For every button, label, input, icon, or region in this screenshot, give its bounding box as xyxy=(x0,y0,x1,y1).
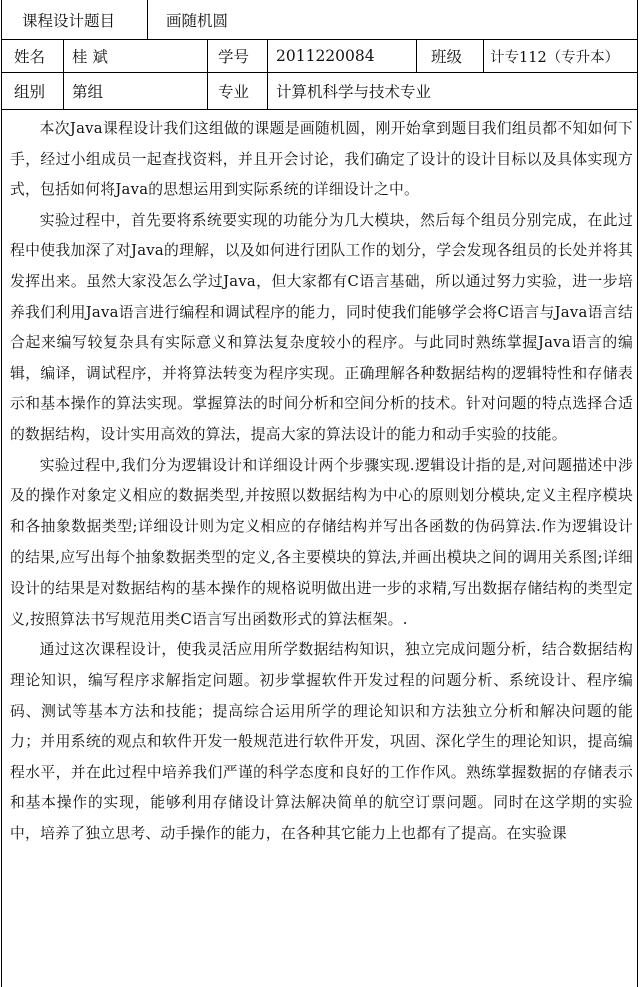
paragraph-2: 实验过程中，首先要将系统要实现的功能分为几大模块，然后每个组员分别完成，在此过程中使我加深了对Java的理解，以及如何进行团队工作的划分，学会发现各组员的长处并将其发挥出来。虽然大家没怎么学过Java，但大家都有C语言基础，所以通过努力实验，进一步培养我们利用Java语言进行编程和调试程序的能力，同时使我们能够学会将C语言与Java语言结合起来编写较复杂具有实际意义和算法复杂度较小的程序。与此同时熟练掌握Java语言的编辑，编译，调试程序，并将算法转变为程序实现。正确理解各种数据结构的逻辑特性和存储表示和基本操作的算法实现。掌握算法的时间分析和空间分析的技术。针对问题的特点选择合适的数据结构，设计实用高效的算法，提高大家的算法设计的能力和动手实验的技能。 xyxy=(10,211,633,443)
major-value-cell xyxy=(267,73,638,110)
summary-content xyxy=(1,110,638,987)
class-value: 计专112（专升本） xyxy=(490,49,620,66)
paragraph-4: 通过这次课程设计，使我灵活应用所学数据结构知识，独立完成问题分析，结合数据结构理论知识，编写程序求解指定问题。初步掌握软件开发过程的问题分析、系统设计、程序编码、测试等基本方法和技能；提高综合运用所学的理论知识和方法独立分析和解决问题的能力；并用系统的观点和软件开发一般规范进行软件开发，巩固、深化学生的理论知识，提高编程水平，并在此过程中培养我们严谨的科学态度和良好的工作作风。熟练掌握数据的存储表示和基本操作的实现，能够利用存储设计算法解决简单的航空订票问题。同时在这学期的实验中，培养了独立思考、动手操作的能力，在各种其它能力上也都有了提高。在实验课 xyxy=(10,641,633,842)
class-label: 班级 xyxy=(431,48,463,66)
paragraph-1: 本次Java课程设计我们这组做的课题是画随机圆，刚开始拿到题目我们组员都不知如何下手，经过小组成员一起查找资料，并且开会讨论，我们确定了设计的设计目标以及具体实现方式，包括如何将Java的思想运用到实际系统的详细设计之中。 xyxy=(10,120,633,199)
topic-value-cell xyxy=(147,0,638,40)
group-value-cell xyxy=(63,73,207,110)
id-value-cell xyxy=(267,40,416,73)
group-label-cell xyxy=(1,73,63,110)
group-value: 第组 xyxy=(72,83,104,101)
major-label-cell xyxy=(207,73,267,110)
course-design-report-page xyxy=(1,0,638,987)
id-label-cell xyxy=(207,40,267,73)
major-value: 计算机科学与技术专业 xyxy=(276,83,432,101)
name-label: 姓名 xyxy=(14,48,46,66)
major-label: 专业 xyxy=(218,83,250,101)
name-value-cell xyxy=(63,40,207,73)
id-label: 学号 xyxy=(218,48,250,66)
class-value-cell xyxy=(483,40,638,73)
id-value: 2011220084 xyxy=(276,47,375,65)
topic-label-cell xyxy=(1,0,147,40)
topic-label: 课程设计题目 xyxy=(22,11,116,30)
class-label-cell xyxy=(416,40,483,73)
name-label-cell xyxy=(1,40,63,73)
paragraph-3: 实验过程中,我们分为逻辑设计和详细设计两个步骤实现.逻辑设计指的是,对问题描述中涉及的操作对象定义相应的数据类型,并按照以数据结构为中心的原则划分模块,定义主程序模块和各抽象数据类型;详细设计则为定义相应的存储结构并写出各函数的伪码算法.作为逻辑设计的结果,应写出每个抽象数据类型的定义,各主要模块的算法,并画出模块之间的调用关系图;详细设计的结果是对数据结构的基本操作的规格说明做出进一步的求精,写出数据存储结构的类型定义,按照算法书写规范用类C语言写出函数形式的算法框架。. xyxy=(10,456,633,628)
topic-value: 画随机圆 xyxy=(166,11,229,30)
name-value: 桂 斌 xyxy=(72,48,108,66)
group-label: 组别 xyxy=(14,83,46,101)
